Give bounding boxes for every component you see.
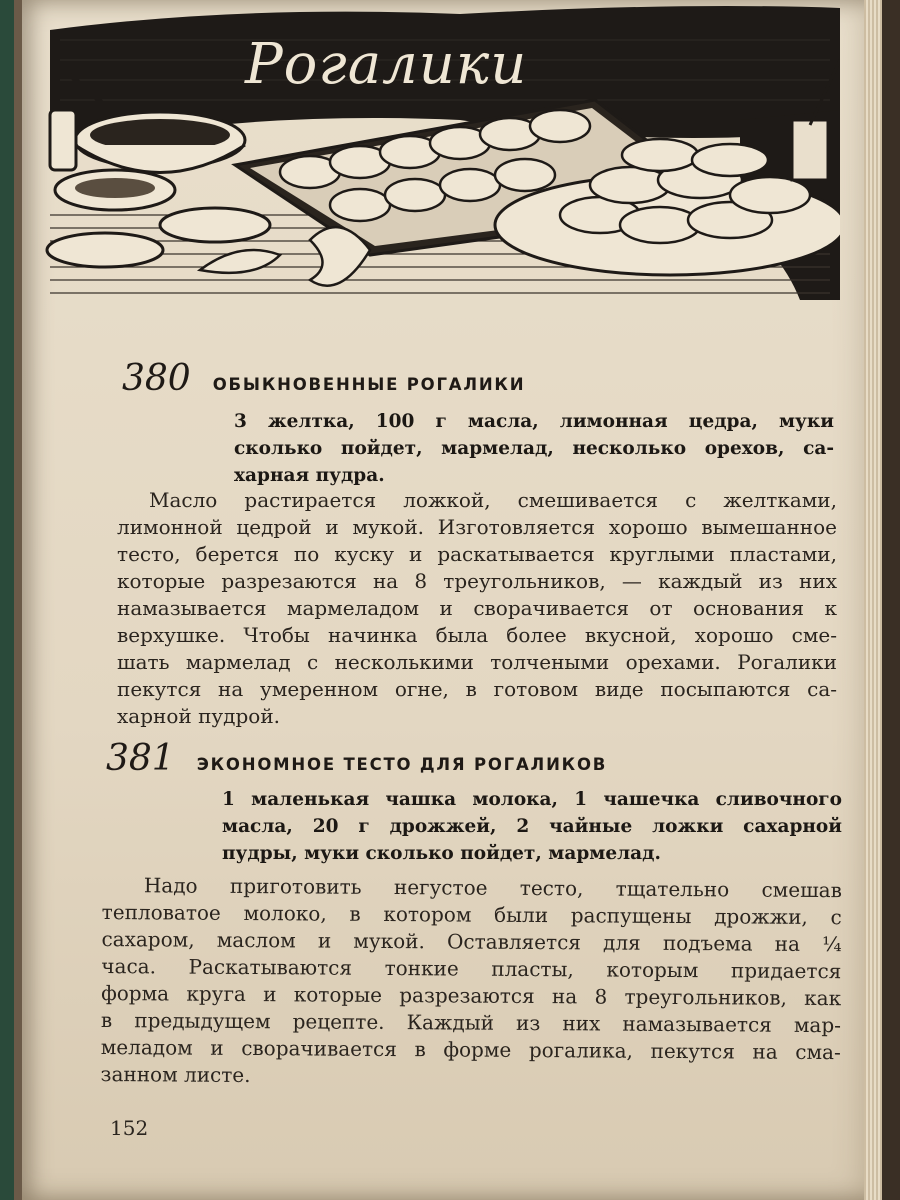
body-line: шать мармелад с несколькими толчеными орехами. Рогалики <box>117 650 837 674</box>
body-line: форма круга и которые разрезаются на 8 треугольников, как <box>101 980 842 1011</box>
recipe-number: 381 <box>106 738 175 779</box>
body-line: лимонной цедрой и мукой. Изготовляется хорошо вымешанное <box>117 515 837 539</box>
recipe-header-380 <box>122 358 525 399</box>
body-line: меладом и сворачивается в форме рогалика, пекутся на сма- <box>100 1034 841 1065</box>
ingredients-381 <box>222 786 842 867</box>
instructions-380 <box>117 487 837 730</box>
body-line: занном листе. <box>100 1061 251 1088</box>
recipe-number: 380 <box>122 358 191 399</box>
body-line: пекутся на умеренном огне, в готовом виде посыпаются са- <box>117 677 837 701</box>
body-line: харной пудрой. <box>117 704 281 728</box>
page-number: 152 <box>110 1116 149 1140</box>
header-illustration <box>40 0 840 310</box>
ingredients-380 <box>234 408 834 489</box>
body-line: Масло растирается ложкой, смешивается с желтками, <box>149 488 837 512</box>
body-line: намазывается мармеладом и сворачивается от основания к <box>117 596 837 620</box>
body-line: Надо приготовить негустое тесто, тщательно смешав <box>143 873 842 903</box>
body-line: тепловатое молоко, в котором были распущены дрожжи, с <box>101 899 842 930</box>
ingredient-line: харная пудра. <box>234 465 385 486</box>
ingredient-line: 3 желтка, 100 г масла, лимонная цедра, муки <box>234 411 834 432</box>
body-line: сахаром, маслом и мукой. Оставляется для подъема на ¼ <box>101 926 842 957</box>
body-line: верхушке. Чтобы начинка была более вкусной, хорошо сме- <box>117 623 837 647</box>
ingredient-line: пудры, муки сколько пойдет, мармелад. <box>222 843 661 864</box>
body-line: в предыдущем рецепте. Каждый из них намазывается мар- <box>100 1007 842 1038</box>
instructions-381 <box>100 872 841 1093</box>
body-line: тесто, берется по куску и раскатывается круглыми пластами, <box>117 542 837 566</box>
body-line: часа. Раскатываются тонкие пласты, которым придается <box>101 953 842 984</box>
ingredient-line: сколько пойдет, мармелад, несколько орехов, са- <box>234 438 834 459</box>
page-edge <box>864 0 882 1200</box>
ingredient-line: масла, 20 г дрожжей, 2 чайные ложки сахарной <box>222 816 842 837</box>
recipe-title: ОБЫКНОВЕННЫЕ РОГАЛИКИ <box>212 375 526 394</box>
ingredient-line: 1 маленькая чашка молока, 1 чашечка сливочного <box>222 789 842 810</box>
recipe-header-381 <box>106 738 607 779</box>
recipe-title: ЭКОНОМНОЕ ТЕСТО ДЛЯ РОГАЛИКОВ <box>196 755 608 774</box>
body-line: которые разрезаются на 8 треугольников, — каждый из них <box>117 569 837 593</box>
book-page <box>22 0 882 1200</box>
page-title: Рогалики <box>245 32 528 97</box>
